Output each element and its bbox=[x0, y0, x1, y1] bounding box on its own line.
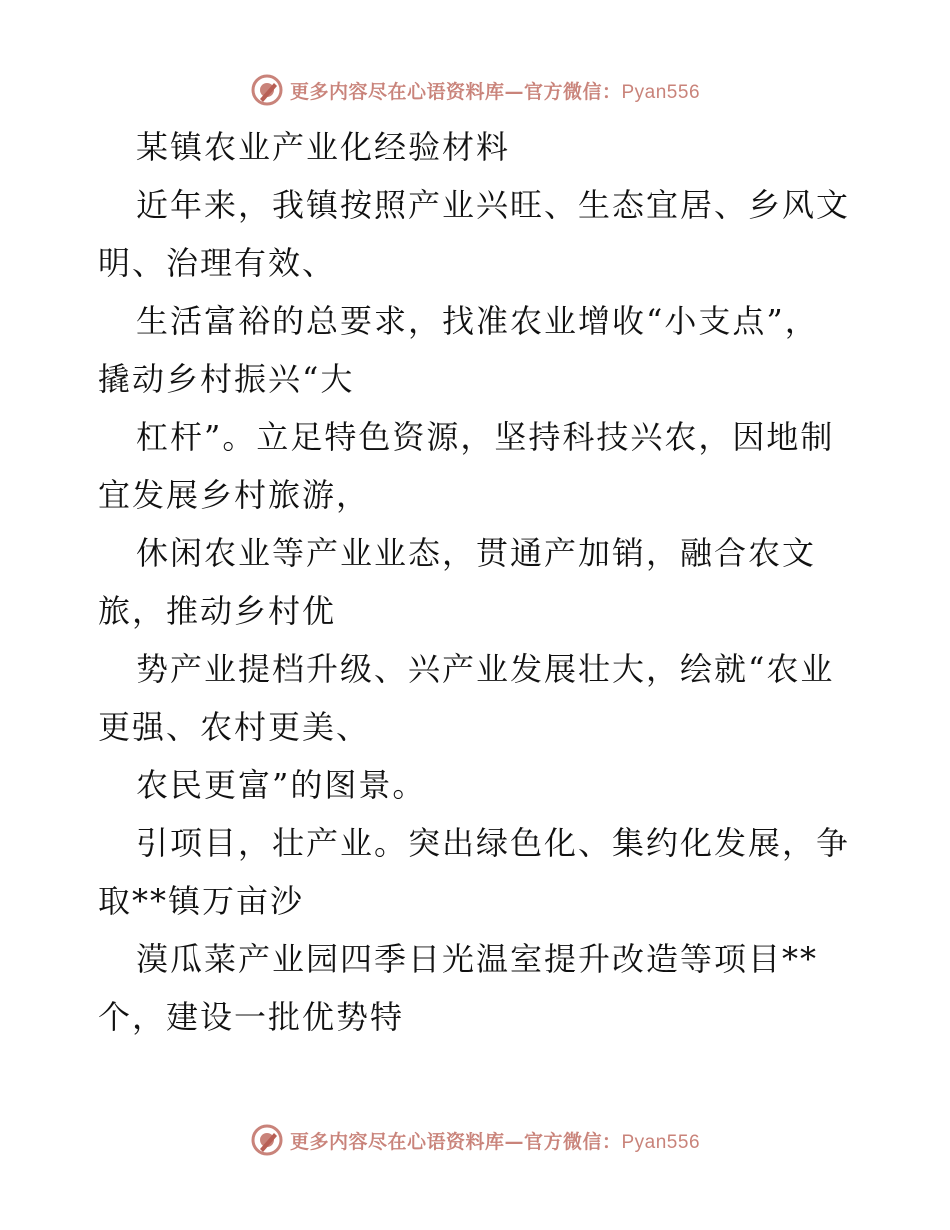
paragraph-line: 个，建设一批优势特 bbox=[98, 998, 405, 1036]
paragraph-line: 杠杆”。立足特色资源，坚持科技兴农，因地制 bbox=[136, 418, 835, 456]
paragraph-line: 宜发展乡村旅游， bbox=[98, 476, 371, 514]
paragraph-line: 势产业提档升级、兴产业发展壮大，绘就“农业 bbox=[136, 650, 835, 688]
paragraph-line: 旅，推动乡村优 bbox=[98, 592, 337, 630]
paragraph-line: 农民更富”的图景。 bbox=[136, 766, 427, 804]
watermark-text: 更多内容尽在心语资料库—官方微信：Pyan556 bbox=[289, 1130, 701, 1153]
paragraph-line: 撬动乡村振兴“大 bbox=[98, 360, 355, 398]
watermark-header bbox=[0, 70, 950, 110]
watermark-footer bbox=[0, 1120, 950, 1160]
paragraph-line: 更强、农村更美、 bbox=[98, 708, 371, 746]
paragraph-line: 近年来，我镇按照产业兴旺、生态宜居、乡风文 bbox=[136, 186, 851, 224]
pen-seal-icon bbox=[250, 73, 284, 107]
pen-seal-icon bbox=[250, 1123, 284, 1157]
paragraph-line: 取**镇万亩沙 bbox=[98, 882, 305, 920]
paragraph-line: 漠瓜菜产业园四季日光温室提升改造等项目** bbox=[136, 940, 819, 978]
paragraph-line: 休闲农业等产业业态，贯通产加销，融合农文 bbox=[136, 534, 817, 572]
document-title: 某镇农业产业化经验材料 bbox=[136, 128, 511, 166]
paragraph-line: 明、治理有效、 bbox=[98, 244, 337, 282]
watermark-text: 更多内容尽在心语资料库—官方微信：Pyan556 bbox=[289, 80, 701, 103]
paragraph-line: 生活富裕的总要求，找准农业增收“小支点”， bbox=[136, 302, 819, 340]
paragraph-line: 引项目，壮产业。突出绿色化、集约化发展，争 bbox=[136, 824, 851, 862]
document-body bbox=[98, 118, 858, 1046]
